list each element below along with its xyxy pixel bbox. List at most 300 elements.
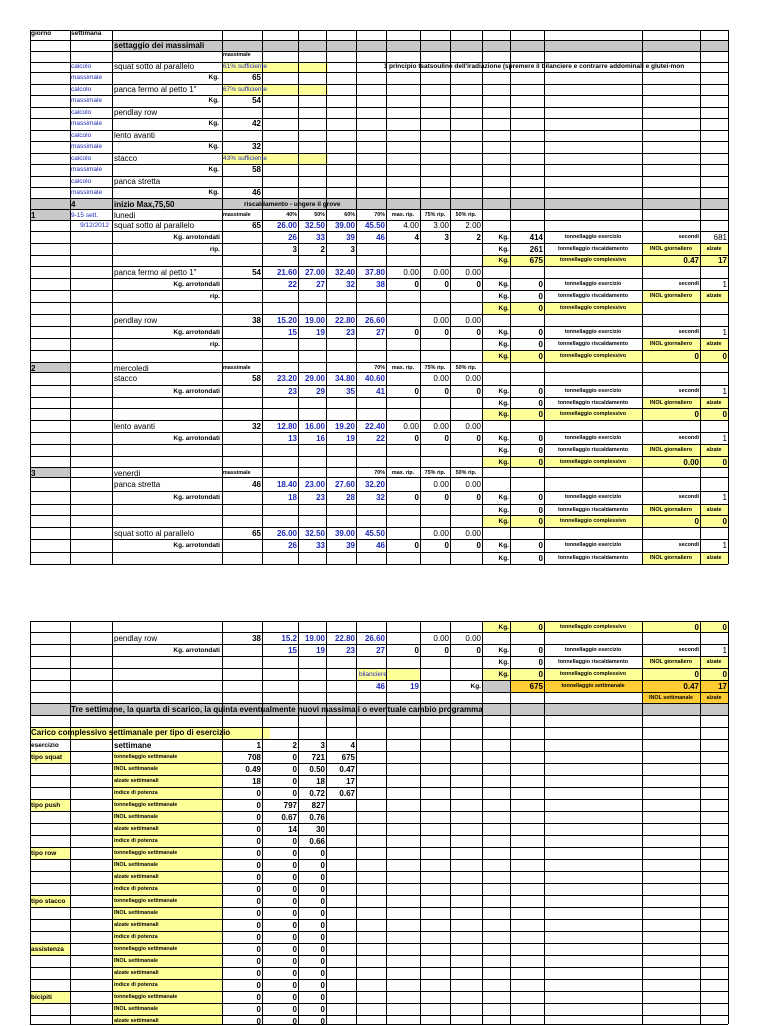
cell-text: 38 [252,634,261,643]
cell-text: 0.00 [465,268,481,277]
cell-text: 2 [292,741,297,750]
row-line [30,883,728,884]
cell-text: 0.00 [465,529,481,538]
row-line [30,991,728,992]
cell-text: 27.00 [304,268,325,277]
cell-text: Kg. arrotondati [173,329,220,336]
cell-text: 0 [292,933,297,942]
cell-text: 18 [316,777,325,786]
cell-text: 681 [713,233,727,242]
cell-text: alzate settimanali [114,826,159,832]
cell-text: panca fermo al petto 1" [114,268,197,277]
cell-text: 0 [444,541,449,550]
cell-text: 0 [256,897,261,906]
row-line [30,51,728,52]
cell-text: 0 [256,789,261,798]
cell-text: 0 [256,909,261,918]
cell-text: 0.00 [403,268,419,277]
cell-text: alzate settimanali [114,1018,159,1024]
cell-text: 0.00 [683,458,699,467]
cell-fill [482,680,510,692]
cell-text: 23.00 [304,480,325,489]
cell-text: massimale [71,189,103,196]
row-line [30,278,728,279]
cell-text: 3 [320,741,325,750]
row-line [30,1003,728,1004]
cell-text: Kg. [498,257,509,264]
cell-text: 721 [311,753,325,762]
cell-text: indice di potenza [114,886,158,892]
row-line [30,164,728,165]
cell-text: 0 [292,897,297,906]
cell-text: tonnellaggio riscaldamento [557,659,629,665]
cell-text: indice di potenza [114,790,158,796]
cell-text: massimale [223,212,251,218]
cell-text: 32 [252,142,261,151]
cell-text: 0 [722,458,727,467]
cell-text: 33 [316,233,325,242]
cell-text: 0 [694,352,699,361]
row-line [30,823,728,824]
cell-text: giorno [31,30,52,37]
cell-text: massimale [71,166,103,173]
cell-text: 32.50 [304,529,325,538]
cell-text: tonnellaggio esercizio [564,329,622,335]
row-line [30,835,728,836]
cell-text: 1 [722,493,727,502]
cell-text: 50% rip. [455,470,477,476]
cell-text: tonnellaggio settimanale [114,994,178,1000]
cell-text: 2 [31,364,36,373]
cell-text: 3 [292,245,297,254]
cell-text: tonnellaggio esercizio [564,388,622,394]
cell-text: 0 [256,873,261,882]
row-line [30,95,728,96]
cell-text: 40.60 [364,374,385,383]
cell-text: 0 [256,849,261,858]
row-line [30,397,728,398]
column-line [450,621,451,1024]
cell-text: tonnellaggio esercizio [564,542,622,548]
row-line [30,811,728,812]
cell-text: 2 [476,233,481,242]
cell-text: Kg. [498,507,509,514]
cell-text: 0 [292,957,297,966]
cell-text: 15.2 [281,634,297,643]
cell-text: Kg. arrotondati [173,647,220,654]
cell-text: 37.80 [364,268,385,277]
cell-text: 0 [292,885,297,894]
cell-text: Kg. arrotondati [173,542,220,549]
column-line [30,30,31,564]
cell-text: Kg. arrotondati [173,281,220,288]
cell-text: 0.00 [433,374,449,383]
cell-text: bilanciere [359,671,387,678]
cell-text: 18.40 [276,480,297,489]
column-line [544,621,545,1024]
column-line [482,621,483,1024]
cell-text: alzate [706,246,722,252]
cell-text: INOL giornaliero [649,341,693,347]
cell-text: 0 [476,387,481,396]
cell-text: venerdi [114,469,141,478]
cell-text: Kg. arrotondati [173,234,220,241]
cell-text: INOL settimanale [114,1006,158,1012]
cell-text: 0.00 [403,422,419,431]
cell-text: 17 [718,682,727,691]
cell-text: 0 [476,280,481,289]
row-line [30,504,728,505]
cell-text: Kg. arrotondati [173,388,220,395]
cell-text: 4 [414,233,419,242]
column-line [30,621,31,1024]
cell-text: 0.00 [465,422,481,431]
cell-text: alzate settimanali [114,970,159,976]
cell-text: 0 [292,1017,297,1026]
row-line [30,715,728,716]
column-line [326,621,327,1024]
column-line [700,621,701,1024]
cell-text: 0 [538,340,543,349]
cell-text: squat sotto al parallelo [114,221,195,230]
cell-text: secondi [678,435,699,441]
cell-text: 797 [283,801,297,810]
cell-text: Kg. [498,459,509,466]
cell-text: Kg. [498,305,509,312]
row-line [30,871,728,872]
cell-text: INOL giornaliero [649,659,693,665]
cell-text: Kg. arrotondati [173,435,220,442]
cell-text: 17 [718,256,727,265]
cell-text: 675 [529,682,543,691]
cell-text: 9/12/2012 [80,222,109,229]
cell-text: 2.00 [465,221,481,230]
cell-text: 0 [256,825,261,834]
cell-text: 1 [383,63,387,70]
cell-text: 0 [292,849,297,858]
cell-text: Kg. [208,120,219,127]
row-line [30,644,728,645]
row-line [30,444,728,445]
cell-text: 70% [374,212,385,218]
row-line [30,775,728,776]
cell-text: 0 [538,434,543,443]
row-line [30,231,728,232]
cell-text: 0 [476,541,481,550]
cell-text: 23 [346,646,355,655]
cell-text: secondi [678,329,699,335]
row-line [30,919,728,920]
cell-text: Kg. [498,542,509,549]
row-line [30,527,728,528]
cell-text: tipo push [31,802,61,809]
cell-text: 0.00 [465,480,481,489]
cell-text: 0 [256,945,261,954]
cell-text: 0 [320,981,325,990]
cell-text: 17 [346,777,355,786]
cell-text: 0 [694,670,699,679]
cell-text: 22 [376,434,385,443]
cell-text: tonnellaggio complessivo [559,459,627,465]
cell-text: tonnellaggio esercizio [564,435,622,441]
cell-text: 3 [444,233,449,242]
cell-text: 0 [722,670,727,679]
cell-text: 43% sufficiente [223,155,267,162]
cell-text: lento avanti [114,131,155,140]
cell-text: alzate [706,555,722,561]
cell-text: tonnellaggio esercizio [564,281,622,287]
row-line [30,290,728,291]
cell-text: pendlay row [114,634,158,643]
cell-text: INOL settimanale [649,695,693,701]
cell-text: 46 [252,480,261,489]
cell-text: 0 [320,993,325,1002]
cell-text: massimale [223,365,251,371]
cell-text: 16.00 [304,422,325,431]
cell-text: 0 [538,399,543,408]
cell-text: 70% [374,365,385,371]
row-line [30,408,728,409]
cell-text: 0 [320,849,325,858]
cell-text: calcolo [71,109,92,116]
cell-text: 19 [410,682,419,691]
cell-text: Kg. [498,281,509,288]
cell-text: 54 [252,96,261,105]
row-line [30,187,728,188]
cell-text: 0 [722,410,727,419]
cell-text: bicipiti [31,994,52,1001]
cell-text: 0 [414,387,419,396]
row-line [30,979,728,980]
row-line [30,432,728,433]
cell-text: 0 [320,909,325,918]
row-line [30,539,728,540]
cell-text: 61% sufficiente [223,63,267,70]
cell-text: 0 [538,304,543,313]
cell-text: 12.80 [276,422,297,431]
cell-text: 42 [252,119,261,128]
column-line [386,30,387,564]
row-line [30,491,728,492]
cell-text: alzate [706,447,722,453]
cell-text: tonnellaggio settimanale [114,802,178,808]
cell-text: pendlay row [114,108,158,117]
cell-text: 15 [288,328,297,337]
cell-text: Kg. [498,624,509,631]
cell-text: massimale [223,470,251,476]
cell-text: INOL settimanale [114,862,158,868]
cell-text: secondi [678,542,699,548]
cell-text: 0 [256,1017,261,1026]
cell-text: 3 [31,469,36,478]
cell-text: 0 [256,801,261,810]
cell-text: Carico complessivo settimanale per tipo di esercizio [31,728,231,737]
cell-text: 0 [414,434,419,443]
row-line [30,209,728,210]
cell-text: 40% [286,212,297,218]
cell-text: tonnellaggio settimanale [114,898,178,904]
cell-text: 0 [320,945,325,954]
cell-text: 0.00 [433,268,449,277]
cell-text: 0 [538,658,543,667]
cell-text: massimale [223,52,251,58]
cell-text: tonnellaggio complessivo [559,305,627,311]
cell-text: 0 [414,541,419,550]
cell-text: 22.80 [334,634,355,643]
cell-text: Kg. [498,659,509,666]
cell-text: panca fermo al petto 1" [114,85,197,94]
cell-text: tonnellaggio esercizio [564,494,622,500]
cell-text: 0 [538,554,543,563]
row-line [30,931,728,932]
cell-text: 0 [538,458,543,467]
cell-text: tonnellaggio esercizio [564,234,622,240]
cell-text: settaggio dei massimali [114,41,205,50]
column-line [356,621,357,1024]
cell-text: 0.67 [281,813,297,822]
cell-text: 0 [538,292,543,301]
cell-text: tonnellaggio riscaldamento [557,293,629,299]
cell-text: 0 [722,623,727,632]
cell-text: 0.00 [433,316,449,325]
cell-text: 1 [722,541,727,550]
cell-text: 0 [256,921,261,930]
cell-text: 32 [346,280,355,289]
cell-text: 0.47 [339,765,355,774]
cell-text: 1 [256,741,261,750]
cell-text: 0 [538,623,543,632]
cell-text: 58 [252,165,261,174]
cell-text: Kg. [498,671,509,678]
cell-text: 0 [256,1005,261,1014]
cell-text: 18 [288,493,297,502]
cell-text: 46 [252,188,261,197]
cell-text: 15 [288,646,297,655]
cell-text: massimale [71,143,103,150]
cell-text: 26.00 [276,529,297,538]
cell-text: 1 [722,646,727,655]
cell-text: tonnellaggio settimanale [561,683,625,689]
cell-text: 0.76 [309,813,325,822]
cell-text: 32.50 [304,221,325,230]
cell-text: 0 [538,446,543,455]
cell-text: squat sotto al parallelo [114,529,195,538]
cell-text: INOL giornaliero [649,293,693,299]
row-line [30,1015,728,1016]
cell-text: 0 [292,837,297,846]
cell-text: Kg. [498,494,509,501]
cell-text: tonnellaggio complessivo [559,411,627,417]
cell-text: settimana [71,30,102,37]
cell-text: 0 [256,885,261,894]
cell-text: 32.20 [364,480,385,489]
cell-text: mercoledi [114,364,149,373]
cell-text: 1 [722,328,727,337]
cell-text: 0.00 [433,634,449,643]
cell-text: alzate [706,341,722,347]
cell-text: indice di potenza [114,982,158,988]
cell-text: 0 [538,328,543,337]
cell-text: 261 [529,245,543,254]
cell-text: 0 [444,328,449,337]
cell-text: esercizio [31,742,59,749]
cell-text: calcolo [71,63,92,70]
cell-text: Kg. [208,189,219,196]
cell-text: 0.50 [309,765,325,774]
cell-text: 0 [292,753,297,762]
cell-text: 0 [538,387,543,396]
row-line [30,72,728,73]
cell-text: secondi [678,494,699,500]
cell-text: 19 [316,646,325,655]
cell-text: 38 [252,316,261,325]
row-line [30,632,728,633]
row-line [30,456,728,457]
cell-text: Kg. [498,518,509,525]
cell-text: 0 [256,813,261,822]
cell-text: 0 [538,517,543,526]
cell-text: 26 [288,541,297,550]
row-line [30,255,728,256]
row-line [30,385,728,386]
cell-text: 0 [538,506,543,515]
cell-text: tonnellaggio riscaldamento [557,400,629,406]
cell-text: Tre settimane, la quarta di scarico, la quinta eventualmente nuovi massimali o eventuale cambio programma [71,705,483,714]
cell-text: 70% [374,470,385,476]
row-line [30,943,728,944]
cell-text: 32 [252,422,261,431]
cell-text: 35 [346,387,355,396]
cell-text: 0 [256,981,261,990]
cell-text: 26.00 [276,221,297,230]
cell-text: Kg. [470,683,481,690]
cell-text: 29.00 [304,374,325,383]
cell-text: 58 [252,374,261,383]
cell-text: INOL giornaliero [649,555,693,561]
cell-text: 0 [320,969,325,978]
cell-text: 14 [288,825,297,834]
row-line [30,302,728,303]
cell-text: 0 [256,933,261,942]
cell-text: max. rip. [391,470,415,476]
row-line [30,895,728,896]
cell-text: 0 [256,837,261,846]
cell-text: tonnellaggio complessivo [559,257,627,263]
cell-text: 0 [538,670,543,679]
cell-text: 0 [292,969,297,978]
cell-text: 0 [538,493,543,502]
cell-text: Kg. [498,435,509,442]
cell-text: 827 [311,801,325,810]
cell-text: massimale [71,97,103,104]
cell-text: tonnellaggio complessivo [559,671,627,677]
cell-text: assistenza [31,946,64,953]
row-line [30,30,728,31]
cell-text: 54 [252,268,261,277]
cell-text: Kg. arrotondati [173,494,220,501]
cell-text: 18 [252,777,261,786]
cell-text: 0 [292,765,297,774]
row-line [30,680,728,681]
cell-text: 0 [320,1017,325,1026]
row-line [30,467,728,468]
cell-text: 33 [316,541,325,550]
cell-text: 65 [252,73,261,82]
cell-text: alzate [706,400,722,406]
cell-text: 0 [292,861,297,870]
cell-text: 0 [320,873,325,882]
row-line [30,703,728,704]
